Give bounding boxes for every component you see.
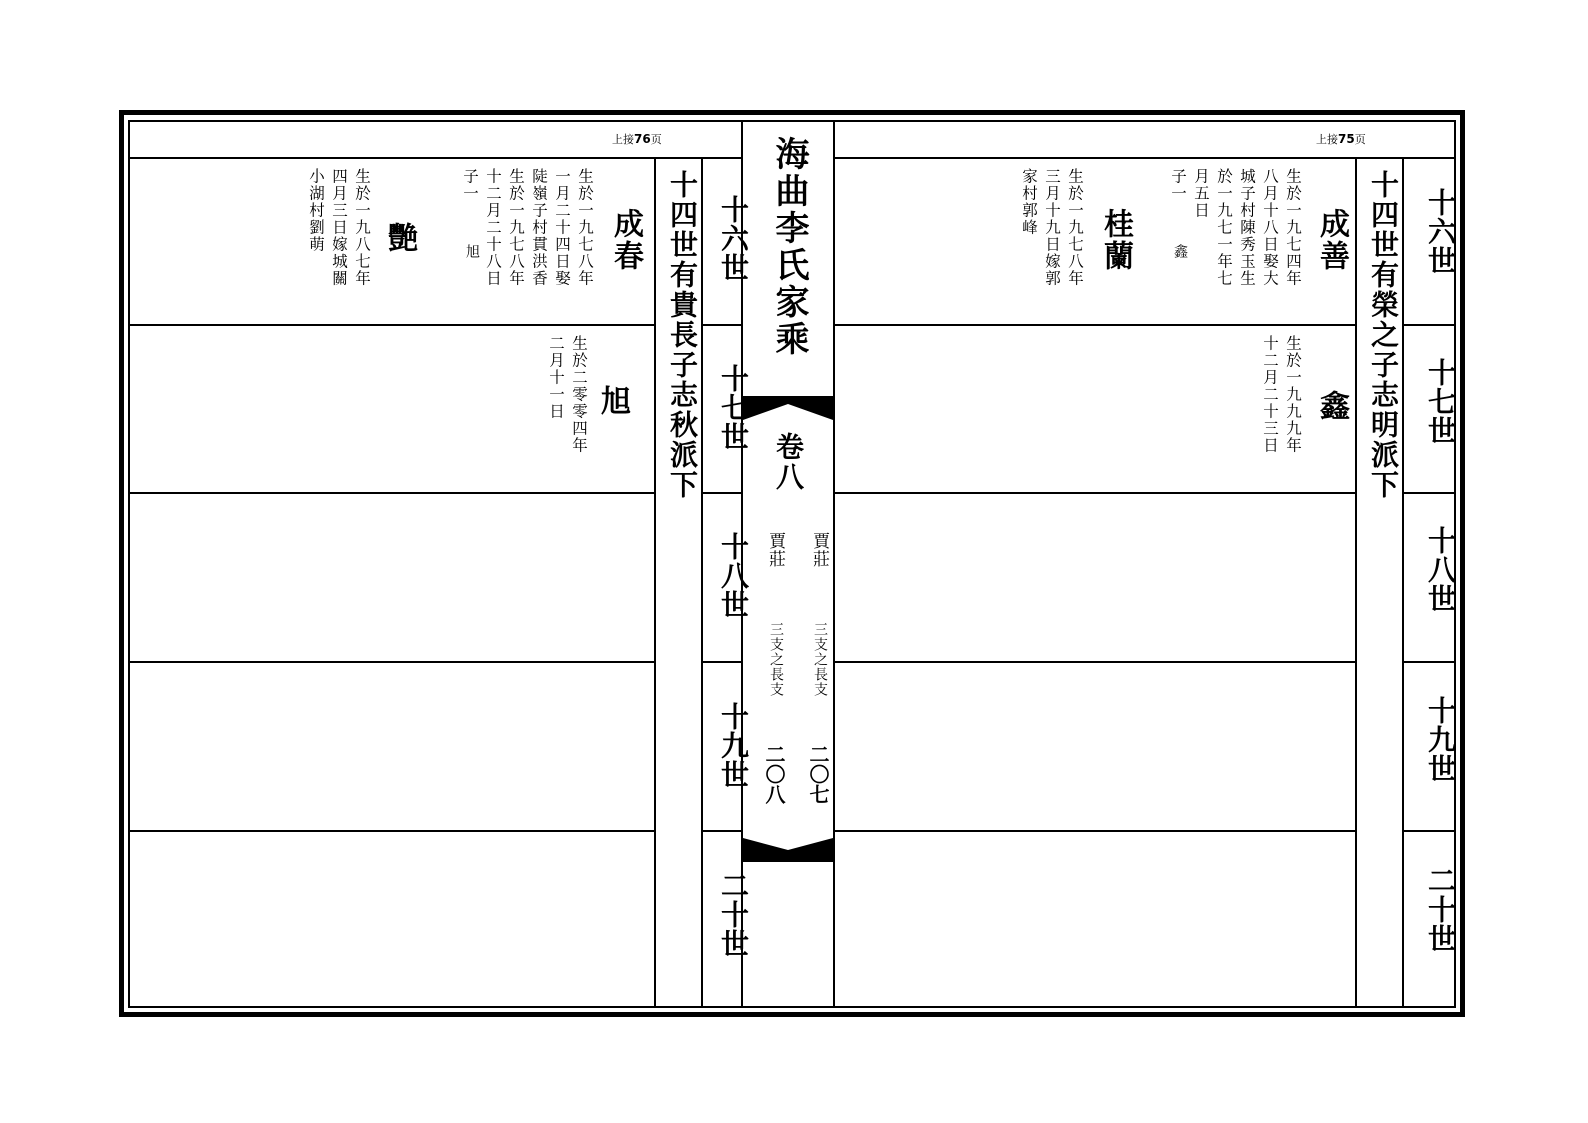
gen-rule: [1402, 661, 1454, 663]
gen-rule: [701, 492, 741, 494]
gen-rule: [701, 830, 741, 832]
gen-rule: [701, 661, 741, 663]
person-detail-line: 生於一九七八年: [576, 168, 594, 287]
person-detail-line: 十二月二十三日: [1261, 335, 1279, 454]
center-branch-2: 三支之長支: [768, 622, 784, 697]
book-title: 海曲李氏家乘: [769, 136, 809, 358]
branch-col-rule: [1355, 157, 1357, 1007]
person-detail-line: 四月三日嫁城關: [330, 168, 348, 287]
gen-col-rule: [1402, 157, 1404, 1007]
generation-19: 十九世: [717, 702, 750, 789]
row-rule: [833, 324, 1355, 326]
page-number-right: 二〇八: [762, 744, 786, 804]
gen-rule: [1402, 830, 1454, 832]
gen-rule: [1402, 492, 1454, 494]
row-rule: [128, 830, 654, 832]
child-label: 子一: [1169, 168, 1187, 202]
generation-16: 十六世: [1424, 188, 1457, 275]
header-rule-right: [833, 157, 1454, 159]
person-detail-line: 月五日: [1192, 168, 1210, 219]
child-name: 旭: [464, 244, 480, 259]
person-name: 成春: [608, 208, 643, 272]
generation-16: 十六世: [717, 195, 750, 282]
center-place-1: 賈莊: [809, 532, 829, 568]
person-detail-line: 生於二零零四年: [570, 335, 588, 454]
row-rule: [128, 661, 654, 663]
person-detail-line: 生於一九七八年: [1066, 168, 1084, 287]
person-detail-line: 十二月二十八日: [484, 168, 502, 287]
person-detail-line: 二月十一日: [547, 335, 565, 420]
generation-17: 十七世: [1424, 358, 1457, 445]
page-number-left: 二〇七: [806, 744, 830, 804]
person-detail-line: 八月十八日娶大: [1261, 168, 1279, 287]
row-rule: [833, 492, 1355, 494]
row-rule: [128, 324, 654, 326]
branch-title-left: 十四世有貴長子志秋派下: [666, 170, 699, 500]
person-detail-line: 城子村陳秀玉生: [1238, 168, 1256, 287]
gen-col-rule: [701, 157, 703, 1007]
row-rule: [128, 492, 654, 494]
center-rule-right: [833, 120, 835, 1007]
branch-title-right: 十四世有榮之子志明派下: [1367, 170, 1400, 500]
person-name: 艷: [382, 222, 417, 254]
center-branch-1: 三支之長支: [812, 622, 828, 697]
generation-20: 二十世: [1424, 866, 1457, 953]
person-detail-line: 小湖村劉萌: [307, 168, 325, 253]
person-name: 桂蘭: [1098, 208, 1133, 272]
header-rule-left: [128, 157, 741, 159]
row-rule: [833, 661, 1355, 663]
generation-17: 十七世: [717, 364, 750, 451]
generation-19: 十九世: [1424, 696, 1457, 783]
generation-18: 十八世: [717, 532, 750, 619]
generation-18: 十八世: [1424, 526, 1457, 613]
person-detail-line: 一月二十四日娶: [553, 168, 571, 287]
person-detail-line: 於一九七一年七: [1215, 168, 1233, 287]
person-detail-line: 陡嶺子村貫洪香: [530, 168, 548, 287]
center-place-2: 賈莊: [765, 532, 785, 568]
child-name: 鑫: [1172, 244, 1188, 259]
person-detail-line: 生於一九九九年: [1284, 335, 1302, 454]
volume-label: 卷八: [772, 432, 805, 492]
person-name: 鑫: [1314, 390, 1349, 422]
person-detail-line: 生於一九八七年: [353, 168, 371, 287]
continuation-ref-left: 上接76页: [612, 132, 662, 146]
person-detail-line: 三月十九日嫁郭: [1043, 168, 1061, 287]
child-label: 子一: [461, 168, 479, 202]
continuation-ref-right: 上接75页: [1316, 132, 1366, 146]
gen-rule: [1402, 324, 1454, 326]
gen-rule: [701, 324, 741, 326]
generation-20: 二十世: [717, 871, 750, 958]
row-rule: [833, 830, 1355, 832]
person-detail-line: 生於一九七四年: [1284, 168, 1302, 287]
person-detail-line: 生於一九七八年: [507, 168, 525, 287]
person-name: 旭: [595, 385, 630, 417]
branch-col-rule: [654, 157, 656, 1007]
person-name: 成善: [1314, 208, 1349, 272]
person-detail-line: 家村郭峰: [1020, 168, 1038, 236]
